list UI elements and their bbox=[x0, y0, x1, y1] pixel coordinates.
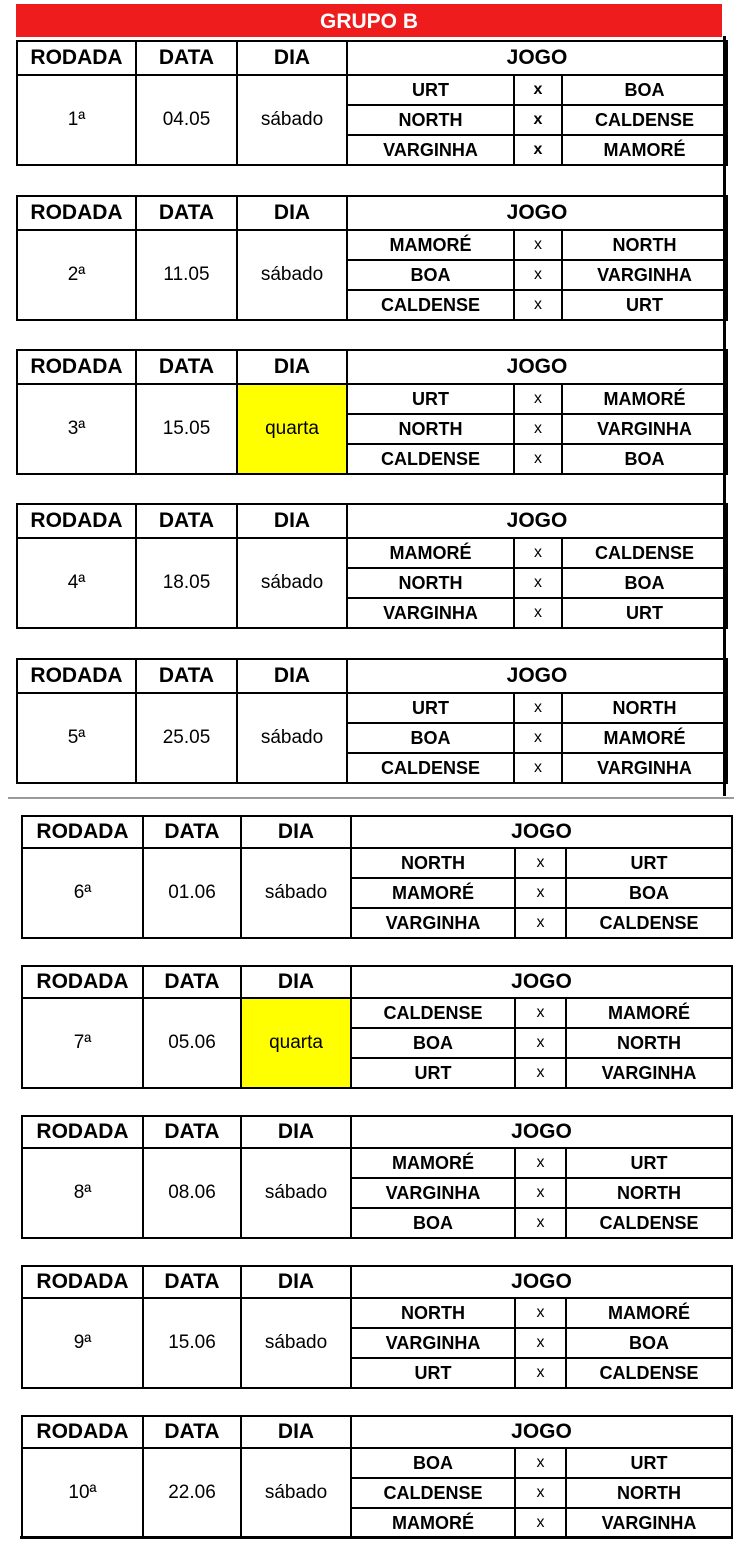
versus-separator: x bbox=[514, 598, 562, 628]
dia-header: DIA bbox=[237, 350, 347, 384]
away-team: VARGINHA bbox=[566, 1508, 732, 1538]
round-table-9 bbox=[21, 1265, 733, 1389]
header-row bbox=[17, 659, 727, 693]
header-row bbox=[22, 816, 732, 848]
home-team: MAMORÉ bbox=[347, 538, 514, 568]
home-team: VARGINHA bbox=[351, 1178, 515, 1208]
round-number: 10ª bbox=[22, 1448, 143, 1538]
versus-separator: x bbox=[515, 908, 566, 938]
away-team: VARGINHA bbox=[562, 414, 727, 444]
versus-separator: x bbox=[514, 723, 562, 753]
rodada-header: RODADA bbox=[17, 350, 136, 384]
round-date: 08.06 bbox=[143, 1148, 241, 1238]
header-row bbox=[17, 350, 727, 384]
home-team: BOA bbox=[351, 1208, 515, 1238]
away-team: CALDENSE bbox=[566, 1358, 732, 1388]
away-team: URT bbox=[566, 1448, 732, 1478]
rodada-header: RODADA bbox=[22, 1416, 143, 1448]
home-team: BOA bbox=[351, 1448, 515, 1478]
game-row bbox=[22, 1298, 732, 1328]
round-number: 5ª bbox=[17, 693, 136, 783]
away-team: MAMORÉ bbox=[562, 135, 727, 165]
away-team: MAMORÉ bbox=[566, 998, 732, 1028]
header-row bbox=[17, 41, 727, 75]
data-header: DATA bbox=[143, 816, 241, 848]
home-team: NORTH bbox=[347, 414, 514, 444]
away-team: BOA bbox=[566, 1328, 732, 1358]
header-row bbox=[22, 966, 732, 998]
jogo-header: JOGO bbox=[351, 1266, 732, 1298]
header-row bbox=[22, 1416, 732, 1448]
home-team: MAMORÉ bbox=[351, 1508, 515, 1538]
home-team: NORTH bbox=[351, 848, 515, 878]
round-date: 22.06 bbox=[143, 1448, 241, 1538]
home-team: URT bbox=[351, 1058, 515, 1088]
game-row bbox=[17, 75, 727, 105]
section-divider bbox=[8, 797, 734, 799]
game-row bbox=[22, 848, 732, 878]
game-row bbox=[17, 538, 727, 568]
home-team: CALDENSE bbox=[347, 444, 514, 474]
data-header: DATA bbox=[136, 41, 237, 75]
away-team: CALDENSE bbox=[562, 105, 727, 135]
header-row bbox=[17, 196, 727, 230]
dia-header: DIA bbox=[237, 196, 347, 230]
versus-separator: x bbox=[514, 444, 562, 474]
round-weekday: sábado bbox=[241, 1298, 351, 1388]
rodada-header: RODADA bbox=[22, 966, 143, 998]
home-team: VARGINHA bbox=[351, 1328, 515, 1358]
round-date: 15.05 bbox=[136, 384, 237, 474]
round-weekday: sábado bbox=[237, 230, 347, 320]
away-team: URT bbox=[566, 848, 732, 878]
versus-separator: x bbox=[515, 1028, 566, 1058]
away-team: BOA bbox=[562, 568, 727, 598]
away-team: NORTH bbox=[566, 1028, 732, 1058]
data-header: DATA bbox=[143, 1116, 241, 1148]
home-team: MAMORÉ bbox=[351, 1148, 515, 1178]
away-team: MAMORÉ bbox=[562, 723, 727, 753]
rodada-header: RODADA bbox=[17, 196, 136, 230]
data-header: DATA bbox=[136, 504, 237, 538]
versus-separator: x bbox=[515, 1148, 566, 1178]
jogo-header: JOGO bbox=[347, 504, 727, 538]
versus-separator: x bbox=[514, 260, 562, 290]
home-team: VARGINHA bbox=[347, 598, 514, 628]
home-team: BOA bbox=[351, 1028, 515, 1058]
round-table-8 bbox=[21, 1115, 733, 1239]
dia-header: DIA bbox=[237, 504, 347, 538]
versus-separator: x bbox=[515, 1358, 566, 1388]
versus-separator: x bbox=[515, 1178, 566, 1208]
versus-separator: x bbox=[514, 384, 562, 414]
rodada-header: RODADA bbox=[17, 41, 136, 75]
away-team: NORTH bbox=[562, 693, 727, 723]
game-row bbox=[17, 693, 727, 723]
away-team: CALDENSE bbox=[566, 1208, 732, 1238]
versus-separator: x bbox=[515, 1448, 566, 1478]
round-weekday: sábado bbox=[237, 538, 347, 628]
away-team: NORTH bbox=[566, 1478, 732, 1508]
round-table-6 bbox=[21, 815, 733, 939]
dia-header: DIA bbox=[237, 659, 347, 693]
round-weekday: sábado bbox=[241, 1448, 351, 1538]
header-row bbox=[22, 1266, 732, 1298]
round-date: 18.05 bbox=[136, 538, 237, 628]
home-team: URT bbox=[351, 1358, 515, 1388]
round-table-3 bbox=[16, 349, 728, 475]
round-table-7 bbox=[21, 965, 733, 1089]
versus-separator: x bbox=[515, 1298, 566, 1328]
home-team: MAMORÉ bbox=[351, 878, 515, 908]
away-team: CALDENSE bbox=[562, 538, 727, 568]
round-number: 3ª bbox=[17, 384, 136, 474]
round-date: 15.06 bbox=[143, 1298, 241, 1388]
rodada-header: RODADA bbox=[22, 816, 143, 848]
jogo-header: JOGO bbox=[347, 350, 727, 384]
home-team: CALDENSE bbox=[351, 1478, 515, 1508]
round-weekday: sábado bbox=[237, 693, 347, 783]
versus-separator: x bbox=[515, 848, 566, 878]
game-row bbox=[17, 230, 727, 260]
home-team: CALDENSE bbox=[347, 753, 514, 783]
round-number: 9ª bbox=[22, 1298, 143, 1388]
home-team: VARGINHA bbox=[347, 135, 514, 165]
home-team: URT bbox=[347, 384, 514, 414]
round-table-4 bbox=[16, 503, 728, 629]
jogo-header: JOGO bbox=[351, 1416, 732, 1448]
round-weekday: quarta bbox=[237, 384, 347, 474]
round-weekday: sábado bbox=[241, 848, 351, 938]
jogo-header: JOGO bbox=[351, 816, 732, 848]
versus-separator: x bbox=[515, 1208, 566, 1238]
jogo-header: JOGO bbox=[347, 41, 727, 75]
round-table-2 bbox=[16, 195, 728, 321]
data-header: DATA bbox=[136, 350, 237, 384]
dia-header: DIA bbox=[241, 1266, 351, 1298]
away-team: URT bbox=[562, 290, 727, 320]
versus-separator: x bbox=[514, 75, 562, 105]
dia-header: DIA bbox=[241, 816, 351, 848]
versus-separator: x bbox=[514, 568, 562, 598]
versus-separator: x bbox=[514, 105, 562, 135]
home-team: BOA bbox=[347, 723, 514, 753]
round-date: 04.05 bbox=[136, 75, 237, 165]
jogo-header: JOGO bbox=[347, 659, 727, 693]
round-weekday: sábado bbox=[237, 75, 347, 165]
dia-header: DIA bbox=[241, 1116, 351, 1148]
header-row bbox=[22, 1116, 732, 1148]
versus-separator: x bbox=[515, 1478, 566, 1508]
away-team: MAMORÉ bbox=[562, 384, 727, 414]
rodada-header: RODADA bbox=[17, 504, 136, 538]
away-team: BOA bbox=[562, 444, 727, 474]
round-number: 8ª bbox=[22, 1148, 143, 1238]
away-team: URT bbox=[562, 598, 727, 628]
versus-separator: x bbox=[514, 753, 562, 783]
round-date: 01.06 bbox=[143, 848, 241, 938]
data-header: DATA bbox=[143, 1416, 241, 1448]
away-team: BOA bbox=[562, 75, 727, 105]
versus-separator: x bbox=[514, 290, 562, 320]
home-team: CALDENSE bbox=[351, 998, 515, 1028]
game-row bbox=[22, 1148, 732, 1178]
data-header: DATA bbox=[143, 966, 241, 998]
header-row bbox=[17, 504, 727, 538]
jogo-header: JOGO bbox=[347, 196, 727, 230]
versus-separator: x bbox=[514, 693, 562, 723]
versus-separator: x bbox=[515, 1058, 566, 1088]
jogo-header: JOGO bbox=[351, 966, 732, 998]
round-date: 05.06 bbox=[143, 998, 241, 1088]
away-team: VARGINHA bbox=[562, 753, 727, 783]
home-team: NORTH bbox=[351, 1298, 515, 1328]
round-number: 1ª bbox=[17, 75, 136, 165]
versus-separator: x bbox=[515, 878, 566, 908]
home-team: URT bbox=[347, 693, 514, 723]
away-team: URT bbox=[566, 1148, 732, 1178]
rodada-header: RODADA bbox=[22, 1266, 143, 1298]
away-team: CALDENSE bbox=[566, 908, 732, 938]
versus-separator: x bbox=[514, 414, 562, 444]
versus-separator: x bbox=[514, 230, 562, 260]
jogo-header: JOGO bbox=[351, 1116, 732, 1148]
home-team: NORTH bbox=[347, 105, 514, 135]
home-team: BOA bbox=[347, 260, 514, 290]
round-table-1 bbox=[16, 40, 728, 166]
dia-header: DIA bbox=[241, 1416, 351, 1448]
home-team: CALDENSE bbox=[347, 290, 514, 320]
data-header: DATA bbox=[136, 196, 237, 230]
dia-header: DIA bbox=[241, 966, 351, 998]
home-team: MAMORÉ bbox=[347, 230, 514, 260]
game-row bbox=[22, 1448, 732, 1478]
versus-separator: x bbox=[514, 135, 562, 165]
round-table-10 bbox=[21, 1415, 733, 1539]
round-table-5 bbox=[16, 658, 728, 784]
round-number: 7ª bbox=[22, 998, 143, 1088]
game-row bbox=[17, 384, 727, 414]
versus-separator: x bbox=[515, 1508, 566, 1538]
rodada-header: RODADA bbox=[22, 1116, 143, 1148]
versus-separator: x bbox=[515, 1328, 566, 1358]
versus-separator: x bbox=[515, 998, 566, 1028]
away-team: NORTH bbox=[562, 230, 727, 260]
home-team: NORTH bbox=[347, 568, 514, 598]
round-number: 4ª bbox=[17, 538, 136, 628]
away-team: BOA bbox=[566, 878, 732, 908]
round-date: 25.05 bbox=[136, 693, 237, 783]
home-team: URT bbox=[347, 75, 514, 105]
round-number: 6ª bbox=[22, 848, 143, 938]
away-team: VARGINHA bbox=[562, 260, 727, 290]
rodada-header: RODADA bbox=[17, 659, 136, 693]
away-team: MAMORÉ bbox=[566, 1298, 732, 1328]
round-number: 2ª bbox=[17, 230, 136, 320]
game-row bbox=[22, 998, 732, 1028]
versus-separator: x bbox=[514, 538, 562, 568]
data-header: DATA bbox=[143, 1266, 241, 1298]
away-team: NORTH bbox=[566, 1178, 732, 1208]
round-weekday: quarta bbox=[241, 998, 351, 1088]
round-weekday: sábado bbox=[241, 1148, 351, 1238]
data-header: DATA bbox=[136, 659, 237, 693]
round-date: 11.05 bbox=[136, 230, 237, 320]
dia-header: DIA bbox=[237, 41, 347, 75]
away-team: VARGINHA bbox=[566, 1058, 732, 1088]
group-title-banner: GRUPO B bbox=[16, 4, 722, 37]
home-team: VARGINHA bbox=[351, 908, 515, 938]
